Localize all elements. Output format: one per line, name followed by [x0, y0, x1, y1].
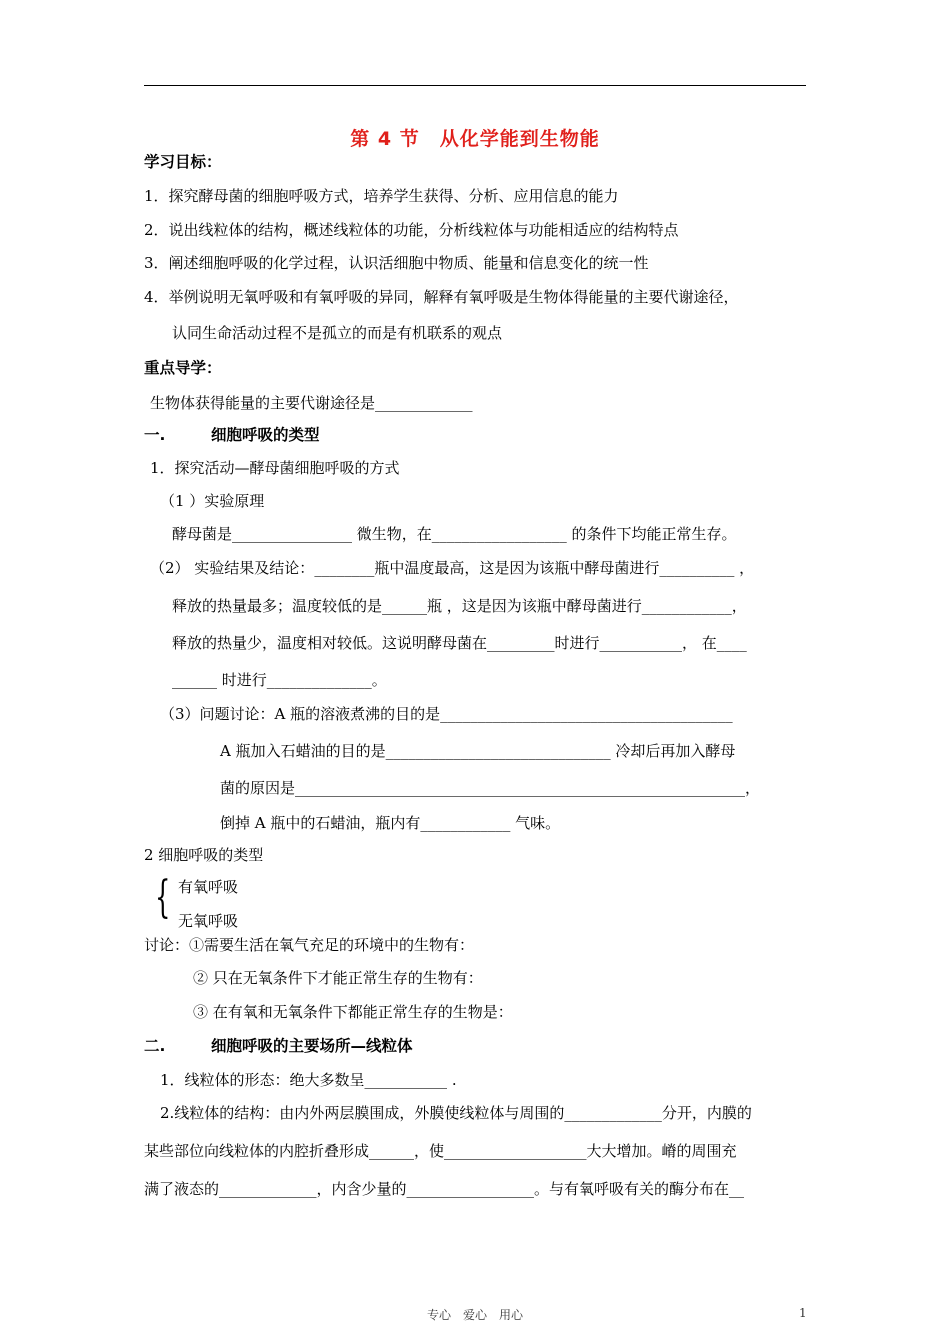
objective-item: 2．说出线粒体的结构，概述线粒体的功能，分析线粒体与功能相适应的结构特点 [144, 221, 679, 239]
talk-line: 讨论：①需要生活在氧气充足的环境中的生物有： [144, 936, 475, 954]
discussion-line: 菌的原因是____________________________________________________________， [220, 779, 761, 797]
result-line: 释放的热量少，温度相对较低。这说明酵母菌在_________时进行___________， 在____ [172, 634, 747, 652]
structure-line: 2.线粒体的结构：由内外两层膜围成，外膜使线粒体与周围的_____________分开，内膜的 [160, 1104, 752, 1122]
structure-line: 某些部位向线粒体的内腔折叠形成______，使___________________大大增加。嵴的周围充 [144, 1142, 737, 1160]
objective-item: 1．探究酵母菌的细胞呼吸方式，培养学生获得、分析、应用信息的能力 [144, 187, 619, 205]
type-anaerobic: 无氧呼吸 [178, 912, 239, 930]
talk-line: ② 只在无氧条件下才能正常生存的生物有： [193, 969, 483, 987]
objectives-heading: 学习目标： [144, 153, 222, 171]
brace-icon: { [155, 872, 171, 923]
activity-line: 1．探究活动—酵母菌细胞呼吸的方式 [150, 459, 400, 477]
guide-line: 生物体获得能量的主要代谢途径是_____________ [150, 394, 473, 412]
objective-item: 4．举例说明无氧呼吸和有氧呼吸的异同，解释有氧呼吸是生物体得能量的主要代谢途径， [144, 288, 739, 306]
guide-heading: 重点导学： [144, 359, 222, 377]
type-aerobic: 有氧呼吸 [178, 878, 239, 896]
structure-line: 满了液态的_____________，内含少量的_________________。与有氧呼吸有关的酶分布在__ [144, 1180, 745, 1198]
principle-text: 酵母菌是________________ 微生物，在__________________ 的条件下均能正常生存。 [172, 525, 737, 543]
result-line: ______ 时进行______________。 [172, 671, 387, 689]
result-line: 释放的热量最多；温度较低的是______瓶 ，这是因为该瓶中酵母菌进行____________， [172, 597, 747, 615]
discussion-line: （3）问题讨论：A 瓶的溶液煮沸的目的是_______________________________________ [160, 705, 733, 723]
shape-line: 1．线粒体的形态：绝大多数呈___________ . [160, 1071, 457, 1089]
section-title: 细胞呼吸的主要场所—线粒体 [211, 1037, 413, 1055]
result-line: （2） 实验结果及结论：________瓶中温度最高，这是因为该瓶中酵母菌进行__________ ， [150, 559, 755, 577]
section-number: 二. [144, 1037, 166, 1055]
section-title: 细胞呼吸的类型 [211, 426, 320, 444]
discussion-line: A 瓶加入石蜡油的目的是______________________________ 冷却后再加入酵母 [220, 742, 736, 760]
discussion-line: 倒掉 A 瓶中的石蜡油，瓶内有____________ 气味。 [220, 814, 561, 832]
page-title: 第 4 节 从化学能到生物能 [350, 128, 600, 150]
section-number: 一. [144, 426, 166, 444]
header-rule [144, 85, 806, 86]
page-footer: 专心 爱心 用心 [426, 1308, 523, 1322]
principle-label: （1 ）实验原理 [160, 492, 265, 510]
talk-line: ③ 在有氧和无氧条件下都能正常生存的生物是： [193, 1003, 513, 1021]
types-label: 2 细胞呼吸的类型 [144, 846, 264, 864]
objective-item: 3．阐述细胞呼吸的化学过程，认识活细胞中物质、能量和信息变化的统一性 [144, 254, 649, 272]
page-number: 1 [799, 1306, 807, 1320]
objective-item-continued: 认同生命活动过程不是孤立的而是有机联系的观点 [172, 324, 503, 342]
